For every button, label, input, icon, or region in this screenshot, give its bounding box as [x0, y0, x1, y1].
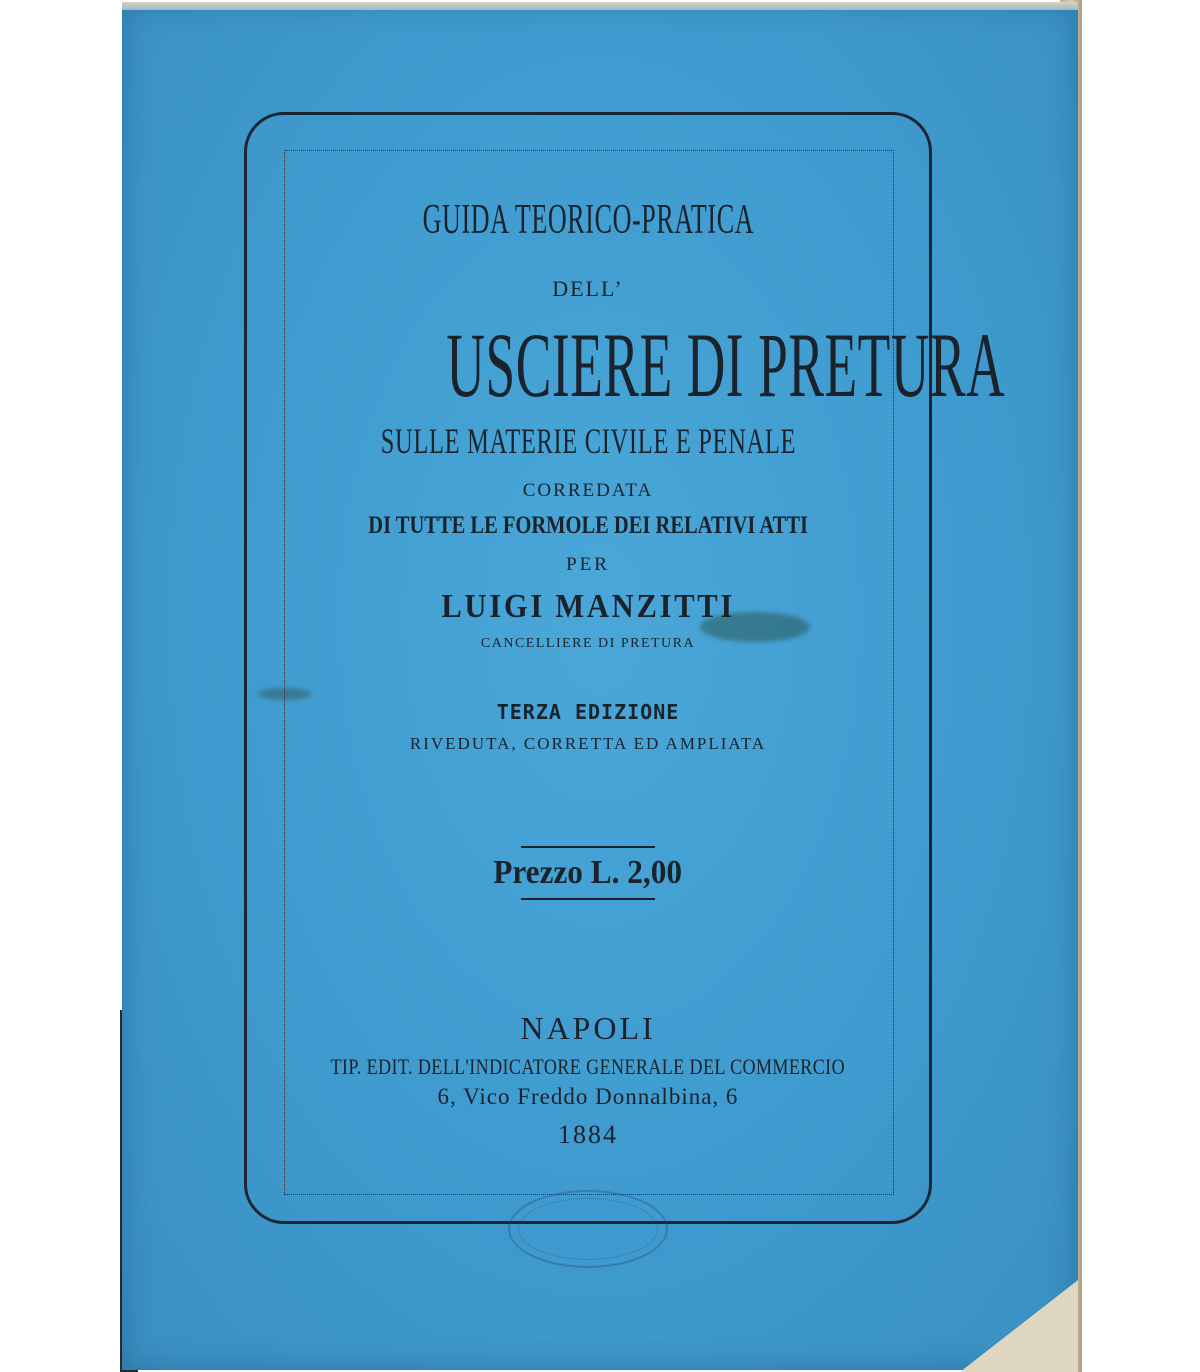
- subtitle: SULLE MATERIE CIVILE E PENALE: [380, 421, 796, 461]
- price-rule-top: [521, 846, 655, 848]
- title-line-2: DELL’: [552, 276, 624, 301]
- price-rule-bottom: [521, 898, 655, 900]
- author-role: CANCELLIERE DI PRETURA: [480, 636, 696, 651]
- main-title: USCIERE DI PRETURA: [446, 314, 1006, 416]
- library-stamp-inner: [518, 1198, 658, 1260]
- address: 6, Vico Freddo Donnalbina, 6: [437, 1084, 739, 1109]
- formole-line: DI TUTTE LE FORMOLE DEI RELATIVI ATTI: [368, 512, 808, 539]
- city: NAPOLI: [520, 1010, 656, 1046]
- edition: TERZA EDIZIONE: [496, 700, 680, 724]
- price: Prezzo L. 2,00: [493, 854, 683, 891]
- cover-fold: [122, 2, 1078, 10]
- year: 1884: [558, 1120, 618, 1149]
- corredata-line: CORREDATA: [522, 480, 654, 501]
- publisher: TIP. EDIT. DELL'INDICATORE GENERALE DEL COMMERCIO: [330, 1054, 846, 1079]
- title-line-1: GUIDA TEORICO-PRATICA: [422, 197, 754, 243]
- per-line: PER: [566, 554, 610, 575]
- torn-corner: [960, 1280, 1078, 1372]
- author-name: LUIGI MANZITTI: [441, 588, 735, 625]
- edition-note: RIVEDUTA, CORRETTA ED AMPLIATA: [409, 734, 767, 753]
